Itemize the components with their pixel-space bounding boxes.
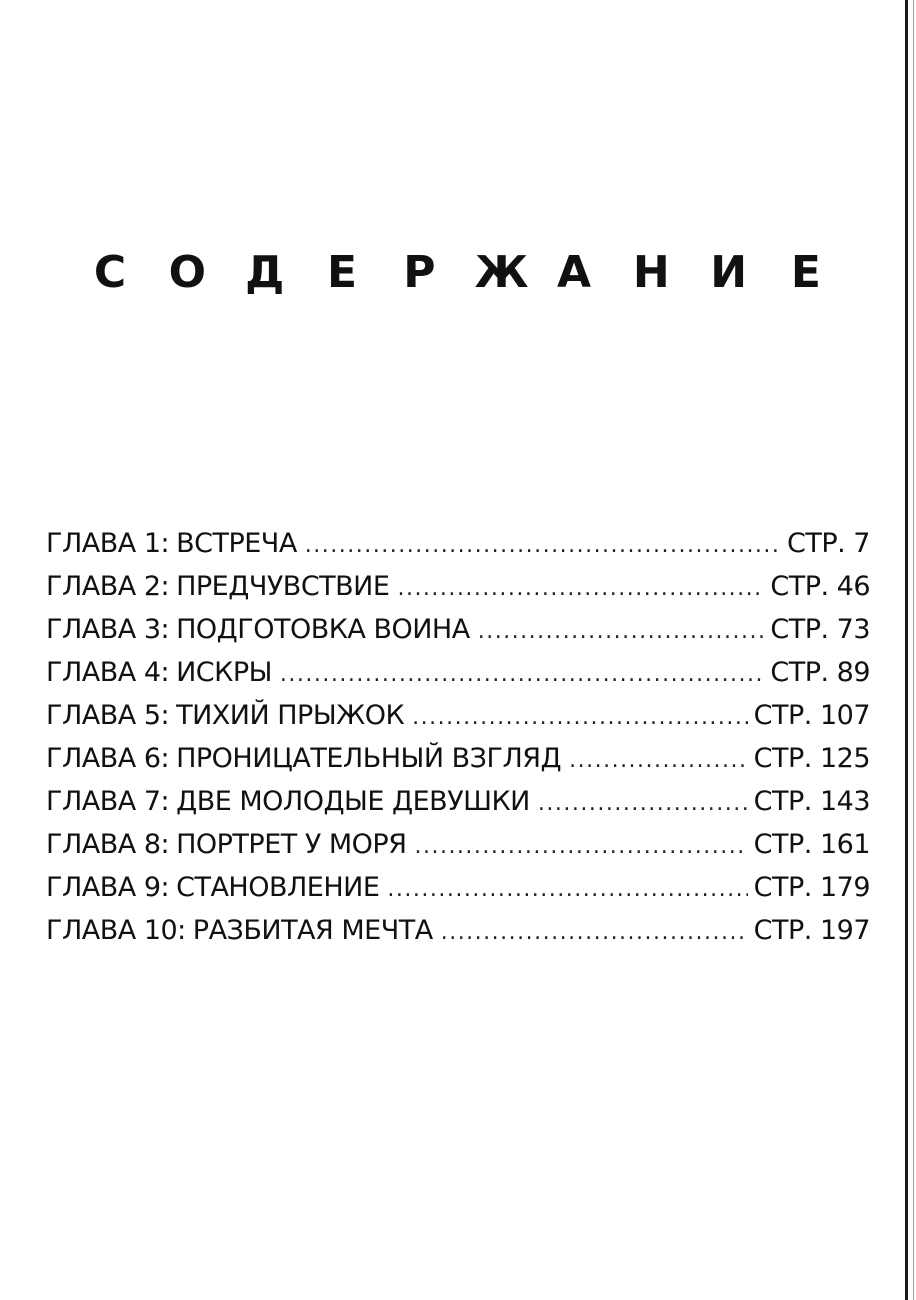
toc-page-number: СТР. 107 (753, 700, 870, 731)
toc-page-number: СТР. 143 (753, 786, 870, 817)
toc-leader-dots (478, 619, 765, 644)
title-letter: С (93, 247, 127, 298)
toc-page-number: СТР. 179 (753, 872, 870, 903)
toc-chapter-title: РАЗБИТАЯ МЕЧТА (192, 915, 433, 946)
toc-entry-7[interactable] (46, 786, 870, 829)
toc-page-number: СТР. 161 (753, 829, 870, 860)
toc-chapter-title: ВСТРЕЧА (176, 528, 297, 559)
toc-chapter-title: ПОДГОТОВКА ВОИНА (176, 614, 470, 645)
toc-leader-dots (387, 877, 747, 902)
toc-page-number: СТР. 125 (753, 743, 870, 774)
toc-chapter-label: ГЛАВА 4: (46, 657, 170, 688)
page-edge-line (913, 0, 914, 1300)
toc-leader-dots (538, 791, 748, 816)
toc-chapter-label: ГЛАВА 6: (46, 743, 170, 774)
toc-chapter-label: ГЛАВА 3: (46, 614, 170, 645)
toc-entry-8[interactable] (46, 829, 870, 872)
table-of-contents (46, 528, 870, 958)
toc-entry-3[interactable] (46, 614, 870, 657)
toc-page-number: СТР. 73 (770, 614, 870, 645)
toc-entry-1[interactable] (46, 528, 870, 571)
toc-chapter-title: ПРОНИЦАТЕЛЬНЫЙ ВЗГЛЯД (176, 743, 562, 774)
toc-chapter-label: ГЛАВА 2: (46, 571, 170, 602)
toc-page-number: СТР. 89 (770, 657, 870, 688)
title-letter: Р (403, 247, 436, 298)
toc-leader-dots (412, 705, 748, 730)
toc-chapter-label: ГЛАВА 10: (46, 915, 186, 946)
toc-chapter-label: ГЛАВА 8: (46, 829, 170, 860)
page-edge-border (905, 0, 908, 1300)
toc-page-number: СТР. 46 (770, 571, 870, 602)
toc-chapter-title: ПРЕДЧУВСТВИЕ (176, 571, 390, 602)
toc-entry-6[interactable] (46, 743, 870, 786)
toc-chapter-title: ПОРТРЕТ У МОРЯ (176, 829, 407, 860)
toc-chapter-label: ГЛАВА 7: (46, 786, 170, 817)
toc-leader-dots (441, 920, 748, 945)
toc-leader-dots (305, 533, 781, 558)
toc-chapter-title: ТИХИЙ ПРЫЖОК (176, 700, 405, 731)
toc-leader-dots (569, 748, 748, 773)
toc-entry-5[interactable] (46, 700, 870, 743)
toc-chapter-title: ДВЕ МОЛОДЫЕ ДЕВУШКИ (176, 786, 530, 817)
title-letter: И (710, 247, 748, 298)
toc-leader-dots (414, 834, 747, 859)
toc-leader-dots (397, 576, 764, 601)
title-letter: Е (790, 247, 821, 298)
page-title (88, 248, 828, 298)
toc-entry-2[interactable] (46, 571, 870, 614)
toc-chapter-title: СТАНОВЛЕНИЕ (176, 872, 380, 903)
toc-chapter-label: ГЛАВА 9: (46, 872, 170, 903)
title-letter: Ж (474, 247, 529, 298)
toc-entry-9[interactable] (46, 872, 870, 915)
toc-chapter-title: ИСКРЫ (176, 657, 272, 688)
title-letter: Е (326, 247, 358, 298)
toc-chapter-label: ГЛАВА 5: (46, 700, 170, 731)
title-letter: А (556, 247, 591, 298)
toc-leader-dots (280, 662, 764, 687)
toc-entry-10[interactable] (46, 915, 870, 958)
toc-entry-4[interactable] (46, 657, 870, 700)
title-letter: Д (245, 247, 285, 298)
toc-page-number: СТР. 197 (753, 915, 870, 946)
title-letter: Н (632, 247, 670, 298)
title-letter: О (168, 247, 207, 298)
toc-chapter-label: ГЛАВА 1: (46, 528, 170, 559)
toc-page-number: СТР. 7 (787, 528, 870, 559)
